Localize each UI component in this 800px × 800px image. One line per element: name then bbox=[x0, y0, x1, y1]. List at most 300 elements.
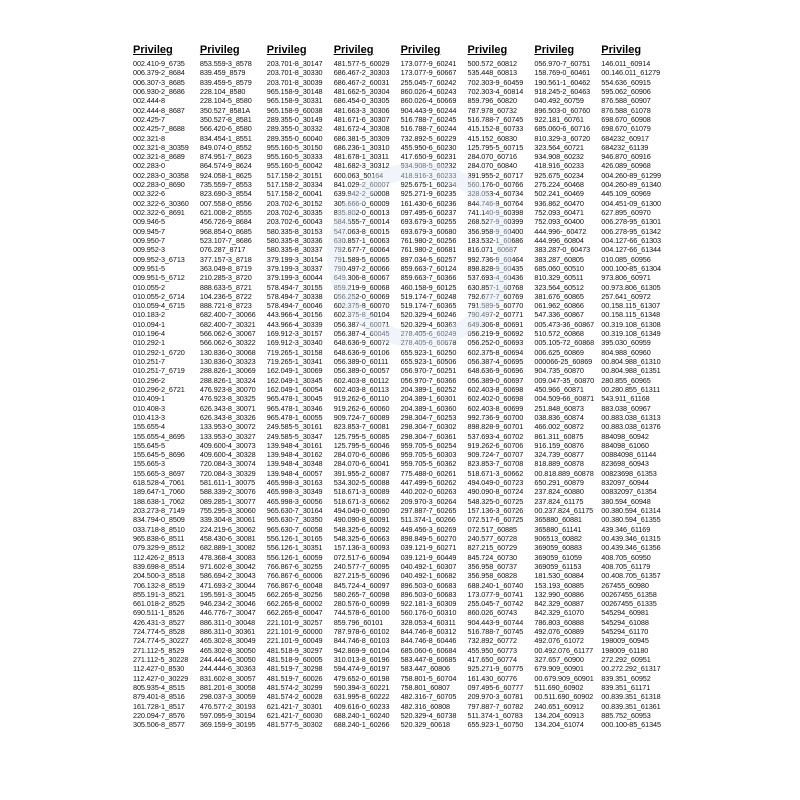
list-item: 685.060-6_60716 bbox=[534, 124, 591, 134]
list-item: 244.444-6_30363 bbox=[199, 664, 256, 674]
list-item: 134.204_61074 bbox=[534, 720, 584, 730]
list-item: 827.215_60729 bbox=[467, 543, 517, 553]
list-item: 602.375-8_60694 bbox=[467, 347, 524, 357]
list-item: 000066-25_60869 bbox=[534, 357, 593, 366]
list-item: 686.467-2_60031 bbox=[333, 77, 390, 87]
list-item: 741.140-9_60398 bbox=[467, 208, 524, 217]
list-item: 289.355-0_60040 bbox=[266, 133, 323, 143]
list-item: 790.497-2_60066 bbox=[333, 263, 390, 273]
list-item: 257.641_60972 bbox=[601, 291, 651, 301]
list-item: 482.316-7_60705 bbox=[400, 692, 457, 702]
list-item: 237.824_61175 bbox=[534, 496, 584, 506]
list-item: 831.602-8_30057 bbox=[199, 673, 256, 683]
list-item: 00267455_61358 bbox=[601, 589, 657, 599]
list-item: 004.260-89_61299 bbox=[601, 170, 661, 180]
list-item: 898.828-9_60435 bbox=[467, 263, 524, 273]
list-item: 842.329_61070 bbox=[534, 608, 584, 618]
list-item: 002.283-0_30358 bbox=[133, 170, 189, 180]
list-item: 391.955-2_60717 bbox=[467, 170, 524, 180]
list-item: 006.379-2_8684 bbox=[133, 68, 185, 78]
column-title: Privileg bbox=[601, 44, 642, 56]
list-item: 444.996_60804 bbox=[534, 235, 584, 245]
list-item: 965.158-9_60038 bbox=[266, 105, 323, 115]
list-item: 650.291_60879 bbox=[534, 478, 584, 488]
list-item: 272.292_60951 bbox=[601, 655, 651, 664]
list-item: 720.084-3_30074 bbox=[199, 459, 256, 469]
list-item: 228.104_8580 bbox=[199, 86, 246, 96]
list-item: 002.322-6_30360 bbox=[133, 198, 189, 208]
list-item: 203.702-6_30152 bbox=[266, 198, 323, 208]
list-item: 934.908_60232 bbox=[534, 152, 584, 162]
list-item: 884098_60942 bbox=[601, 431, 649, 441]
list-item: 010.196-4 bbox=[133, 329, 165, 339]
column-items bbox=[133, 59, 199, 730]
list-item: 010.296-2_6721 bbox=[133, 384, 185, 394]
list-item: 755.295-3_30060 bbox=[199, 506, 256, 515]
list-item: 588.339-2_30076 bbox=[199, 487, 256, 497]
list-item: 133.953-0_30327 bbox=[199, 431, 256, 441]
list-item: 369059_61153 bbox=[534, 561, 582, 571]
list-item: 590.394-3_60221 bbox=[333, 682, 390, 692]
list-item: 339.304-8_30061 bbox=[199, 515, 256, 525]
list-item: 864.574-9_8624 bbox=[199, 161, 252, 171]
list-item: 896.503-0_60683 bbox=[400, 589, 457, 599]
list-item: 842.329_60887 bbox=[534, 599, 584, 609]
list-item: 284.070-6_60041 bbox=[333, 459, 390, 469]
list-item: 662.265-8_60002 bbox=[266, 599, 323, 609]
list-item: 698.670_61079 bbox=[601, 124, 651, 134]
list-item: 072.517-6_60725 bbox=[467, 515, 524, 525]
list-item: 443.966-4_30156 bbox=[266, 310, 323, 320]
list-item: 417.650_60774 bbox=[467, 655, 517, 664]
list-item: 162.049-1_60054 bbox=[266, 384, 323, 394]
list-item: 002.425-7_8688 bbox=[133, 124, 185, 134]
list-item: 855.191-3_8521 bbox=[133, 589, 185, 599]
list-item: 173.077-9_60667 bbox=[400, 68, 457, 78]
list-item: 002.410-9_6735 bbox=[133, 59, 185, 68]
list-item: 010.085_60956 bbox=[601, 254, 651, 264]
list-item: 684232_60917 bbox=[601, 133, 649, 143]
list-item: 481.574-2_30299 bbox=[266, 682, 323, 692]
list-item: 849.074-0_8552 bbox=[199, 142, 252, 152]
list-item: 195.591-3_30045 bbox=[199, 589, 256, 599]
list-item: 554.636_60915 bbox=[601, 77, 651, 87]
list-item: 685.060-6_60684 bbox=[400, 645, 457, 655]
list-item: 543.911_61168 bbox=[601, 394, 650, 404]
list-item: 298.304-7_60361 bbox=[400, 431, 457, 441]
list-item: 155.655-4 bbox=[133, 422, 165, 432]
list-item: 860.026_60743 bbox=[467, 608, 517, 618]
list-item: 621.008-2_8555 bbox=[199, 208, 252, 217]
list-item: 271.112-5_30228 bbox=[133, 655, 189, 664]
list-item: 516.788-7_60745 bbox=[467, 114, 524, 124]
list-item: 125.795-5_60046 bbox=[333, 440, 390, 450]
list-item: 237.824_60880 bbox=[534, 487, 584, 497]
list-item: 583.447-8_60685 bbox=[400, 655, 457, 664]
list-item: 766.867-6_60006 bbox=[266, 571, 323, 581]
list-item: 139.948-4_60057 bbox=[266, 468, 323, 478]
list-item: 298.304-7_60253 bbox=[400, 412, 457, 422]
list-item: 602.403-8_60699 bbox=[467, 403, 524, 413]
list-item: 203.701-8_30330 bbox=[266, 68, 323, 78]
list-item: 968.854-0_8685 bbox=[199, 226, 252, 236]
list-item: 280.576-0_60099 bbox=[333, 599, 390, 609]
list-item: 204.389-1_60360 bbox=[400, 403, 457, 413]
list-item: 221.101-9_30257 bbox=[266, 617, 323, 627]
list-item: 198009_60945 bbox=[601, 636, 649, 646]
list-item: 845.724-4_60097 bbox=[333, 580, 390, 590]
list-item: 010.292-1 bbox=[133, 338, 165, 348]
list-item: 818.889_60878 bbox=[534, 459, 584, 469]
list-item: 519.174-7_60365 bbox=[400, 301, 457, 311]
list-item: 686.236-1_30310 bbox=[333, 142, 390, 152]
list-item: 278.405-6_60678 bbox=[400, 338, 457, 348]
list-item: 010.055-2_6714 bbox=[133, 291, 185, 301]
list-item: 440.202-0_60263 bbox=[400, 487, 457, 497]
list-item: 00.439.346_61356 bbox=[601, 543, 661, 553]
list-item: 221.101-9_60049 bbox=[266, 636, 323, 646]
list-item: 00267455_61335 bbox=[601, 599, 657, 609]
list-item: 706.132-8_8519 bbox=[133, 580, 185, 590]
list-item: 010.055-2 bbox=[133, 282, 165, 292]
list-item: 566.062-6_30067 bbox=[199, 329, 256, 339]
list-item: 517.158-2_30334 bbox=[266, 180, 323, 190]
list-item: 009.951-5 bbox=[133, 263, 165, 273]
list-item: 823.853-7_60708 bbox=[467, 459, 524, 469]
list-item: 158.769-0_60461 bbox=[534, 68, 591, 78]
list-item: 518.671-3_60662 bbox=[467, 468, 524, 478]
list-item: 00.804.988_61310 bbox=[601, 357, 661, 366]
list-item: 580.335-8_30336 bbox=[266, 235, 323, 245]
list-item: 089.285-1_30077 bbox=[199, 496, 256, 506]
list-item: 056.970-7_60751 bbox=[534, 59, 591, 68]
list-item: 415.152-8_60733 bbox=[467, 124, 524, 134]
list-item: 481.662-5_30304 bbox=[333, 86, 390, 96]
privileg-column-8 bbox=[601, 44, 667, 730]
list-item: 627.895_60970 bbox=[601, 208, 651, 217]
list-item: 289.355-0_30149 bbox=[266, 114, 323, 124]
list-item: 00.883.038_61376 bbox=[601, 422, 661, 432]
list-item: 965.478-1_60055 bbox=[266, 412, 323, 422]
list-item: 327.657_60900 bbox=[534, 655, 584, 664]
list-item: 897.034-5_60257 bbox=[400, 254, 457, 264]
list-item: 518.671-3_60089 bbox=[333, 487, 390, 497]
list-item: 162.049-1_30345 bbox=[266, 375, 323, 385]
column-title: Privileg bbox=[133, 44, 173, 56]
list-item: 056.387-4_60695 bbox=[467, 357, 524, 366]
list-item: 556.126-1_60059 bbox=[266, 552, 323, 562]
list-item: 010.413-3 bbox=[133, 412, 165, 422]
list-item: 547.063-8_60015 bbox=[333, 226, 390, 236]
list-item: 456.726-9_8684 bbox=[199, 217, 252, 227]
privileg-column-1 bbox=[133, 44, 199, 730]
list-item: 000.100-85_61304 bbox=[601, 263, 661, 273]
list-item: 161.430-6_60236 bbox=[400, 198, 457, 208]
list-item: 786.803_60888 bbox=[534, 617, 584, 627]
list-item: 00823698_61353 bbox=[601, 468, 657, 478]
list-item: 834.454-1_8551 bbox=[199, 133, 252, 143]
list-item: 415.152_60830 bbox=[467, 133, 517, 143]
list-item: 844.746-8_60103 bbox=[333, 636, 390, 646]
list-item: 556.126-1_30351 bbox=[266, 543, 323, 553]
list-item: 418.916-3_60233 bbox=[400, 170, 457, 180]
list-item: 698.670_60908 bbox=[601, 114, 651, 124]
list-item: 228.104-5_8580 bbox=[199, 96, 252, 106]
list-item: 946.234-2_30046 bbox=[199, 599, 256, 609]
list-item: 618.528-4_7061 bbox=[133, 478, 185, 488]
list-item: 139.948-4_30162 bbox=[266, 450, 323, 460]
list-item: 955.160-5_60042 bbox=[266, 161, 323, 171]
list-item: 061.962_60866 bbox=[534, 301, 584, 311]
list-item: 662.265-8_30256 bbox=[266, 589, 323, 599]
list-item: 379.199-3_30337 bbox=[266, 263, 323, 273]
list-item: 004.127-66_61344 bbox=[601, 245, 661, 255]
list-item: 056.389-0_60057 bbox=[333, 366, 390, 376]
list-item: 766.867-6_30255 bbox=[266, 561, 323, 571]
list-item: 009.946-5 bbox=[133, 217, 165, 227]
list-item: 639.942-2_60008 bbox=[333, 189, 390, 199]
list-item: 494.049-0_60090 bbox=[333, 506, 390, 515]
list-item: 888.633-5_8721 bbox=[199, 282, 252, 292]
list-item: 112.426-2_8513 bbox=[133, 552, 185, 562]
list-item: 816.071_60687 bbox=[467, 245, 517, 255]
list-item: 284.070_60716 bbox=[467, 152, 517, 162]
list-item: 971.602-8_30042 bbox=[199, 561, 256, 571]
list-item: 004.509-66_60871 bbox=[534, 394, 595, 404]
list-item: 630.857-1_60768 bbox=[467, 282, 524, 292]
list-item: 898.828-9_60701 bbox=[467, 422, 524, 432]
list-item: 010.094-1 bbox=[133, 319, 165, 329]
list-item: 661.018-2_8525 bbox=[133, 599, 185, 609]
list-item: 992.736-9_60464 bbox=[467, 254, 524, 264]
list-item: 465.302-8_30050 bbox=[199, 645, 256, 655]
list-item: 153.193_60885 bbox=[534, 580, 584, 590]
list-item: 537.693-4_60702 bbox=[467, 431, 524, 441]
list-item: 535.448_60813 bbox=[467, 68, 517, 78]
list-item: 955.160-5_30333 bbox=[266, 152, 323, 162]
list-item: 380.594_60948 bbox=[601, 496, 651, 506]
list-item: 426.431-3_8527 bbox=[133, 617, 185, 627]
list-item: 323.564_60512 bbox=[534, 282, 584, 292]
list-item: 203.702-6_30335 bbox=[266, 208, 323, 217]
list-item: 284.070-6_60086 bbox=[333, 450, 390, 460]
list-item: 446.776-7_30047 bbox=[199, 608, 256, 618]
list-item: 010.183-2 bbox=[133, 310, 165, 320]
list-item: 548.325-6_60663 bbox=[333, 533, 390, 543]
list-item: 732.892-5_60229 bbox=[400, 133, 457, 143]
list-item: 181.530_60884 bbox=[534, 571, 584, 581]
list-item: 00.511.690_60902 bbox=[534, 692, 594, 702]
list-item: 255.045-7_60242 bbox=[400, 77, 457, 87]
list-item: 510.572_60868 bbox=[534, 329, 584, 339]
list-item: 859.663-7_60124 bbox=[400, 263, 457, 273]
list-item: 056.252-0_60069 bbox=[333, 291, 390, 301]
list-item: 655.923-1_60250 bbox=[400, 347, 457, 357]
list-item: 648.636-9_60106 bbox=[333, 347, 390, 357]
list-item: 268.527-9_60399 bbox=[467, 217, 524, 227]
list-item: 965.478-1_30346 bbox=[266, 403, 323, 413]
list-item: 860.026-4_60669 bbox=[400, 96, 457, 106]
list-item: 00.380.594_61355 bbox=[601, 515, 661, 525]
list-item: 545294_60981 bbox=[601, 608, 649, 618]
list-item: 056.387-4_60045 bbox=[333, 329, 390, 339]
list-item: 859.796_60820 bbox=[467, 96, 517, 106]
list-item: 600.063_50164 bbox=[333, 170, 384, 180]
list-item: 010.292-1_6720 bbox=[133, 347, 185, 357]
column-items bbox=[334, 59, 400, 730]
list-item: 724.774-5_8528 bbox=[133, 627, 185, 637]
list-item: 458.430-6_30081 bbox=[199, 533, 256, 543]
list-item: 925.271-9_60775 bbox=[467, 664, 524, 674]
list-item: 845.724_60730 bbox=[467, 552, 517, 562]
list-item: 002.322-6 bbox=[133, 189, 165, 199]
list-item: 787.978-6_60102 bbox=[333, 627, 390, 637]
list-item: 810.329_60511 bbox=[534, 273, 584, 283]
list-item: 00.408.705_61357 bbox=[601, 571, 661, 581]
list-item: 492.076_60889 bbox=[534, 627, 584, 637]
list-item: 379.199-3_30154 bbox=[266, 254, 323, 264]
list-item: 648.636-9_60072 bbox=[333, 338, 390, 348]
list-item: 702.303-4_60814 bbox=[467, 86, 524, 96]
list-item: 511.374-1_60266 bbox=[400, 515, 456, 525]
list-item: 056.252-0_60693 bbox=[467, 338, 524, 348]
list-item: 876.588_60907 bbox=[601, 96, 651, 106]
list-item: 305.666-0_60009 bbox=[333, 198, 390, 208]
list-item: 305.506-8_8577 bbox=[133, 720, 185, 730]
list-item: 481.671-6_30307 bbox=[333, 114, 390, 124]
list-item: 959.705-5_60303 bbox=[400, 450, 457, 460]
list-item: 481.518-9_30297 bbox=[266, 645, 323, 655]
list-item: 298.037-3_30059 bbox=[199, 692, 256, 702]
list-item: 965.158-9_30148 bbox=[266, 86, 323, 96]
list-item: 560.176-0_60766 bbox=[467, 180, 524, 190]
list-item: 161.430_60776 bbox=[467, 673, 517, 683]
list-item: 204.389-1_60252 bbox=[400, 384, 457, 394]
list-item: 874.951-7_8623 bbox=[199, 152, 252, 162]
list-item: 104.236-5_8722 bbox=[199, 291, 252, 301]
list-item: 631.995-8_60222 bbox=[333, 692, 390, 702]
list-item: 251.848_60873 bbox=[534, 403, 584, 413]
list-item: 859.796_60101 bbox=[333, 617, 384, 627]
list-item: 395.030_60959 bbox=[601, 338, 651, 348]
list-item: 255.045-7_60742 bbox=[467, 599, 524, 609]
list-item: 693.679-3_60255 bbox=[400, 217, 457, 227]
list-item: 203.701-8_30147 bbox=[266, 59, 323, 68]
list-item: 465.302-8_30049 bbox=[199, 636, 256, 646]
list-item: 516.788-7_60245 bbox=[400, 114, 457, 124]
list-item: 155.645-5_8696 bbox=[133, 450, 185, 460]
list-item: 566.420-6_8580 bbox=[199, 124, 252, 134]
list-item: 439.346_61169 bbox=[601, 524, 651, 534]
list-item: 621.421-7_60030 bbox=[266, 710, 323, 720]
list-item: 955.160-5_30150 bbox=[266, 142, 323, 152]
list-item: 686.454-0_30305 bbox=[333, 96, 390, 106]
list-item: 476.923-8_30070 bbox=[199, 384, 256, 394]
list-item: 797.887-7_60782 bbox=[467, 701, 524, 711]
list-item: 471.693-2_30044 bbox=[199, 580, 256, 590]
list-item: 517.158-2_60041 bbox=[266, 189, 323, 199]
list-item: 134.204_60913 bbox=[534, 710, 584, 720]
list-item: 133.953-0_30072 bbox=[199, 422, 256, 432]
list-item: 006.930-2_8686 bbox=[133, 86, 185, 96]
list-item: 556.126-1_30165 bbox=[266, 533, 323, 543]
list-item: 157.136-3_60726 bbox=[467, 506, 524, 515]
list-item: 766.867-6_60048 bbox=[266, 580, 323, 590]
list-item: 481.663-3_30306 bbox=[333, 105, 390, 115]
list-item: 288.826-1_30324 bbox=[199, 375, 256, 385]
list-item: 693.679-3_60680 bbox=[400, 226, 457, 236]
column-items bbox=[401, 59, 467, 730]
list-item: 520.329-4_60363 bbox=[400, 319, 457, 329]
list-item: 860.026-4_60243 bbox=[400, 86, 457, 96]
list-item: 445.109_60969 bbox=[601, 189, 651, 199]
list-item: 744.578-6_60100 bbox=[333, 608, 390, 618]
list-item: 476.923-8_30325 bbox=[199, 394, 256, 404]
list-item: 481.519-7_30298 bbox=[266, 664, 323, 674]
list-item: 444.996-_60472 bbox=[534, 226, 587, 236]
list-item: 408.705_61179 bbox=[601, 561, 651, 571]
list-item: 162.049-1_30069 bbox=[266, 366, 323, 376]
list-item: 328.053-4_60734 bbox=[467, 189, 524, 199]
list-item: 832097_60944 bbox=[601, 478, 649, 488]
list-item: 925.675-1_60234 bbox=[400, 180, 457, 190]
list-item: 203.273-8_7149 bbox=[133, 506, 185, 515]
list-item: 125.795-5_60715 bbox=[467, 142, 524, 152]
list-item: 597.095-9_30194 bbox=[199, 710, 256, 720]
list-item: 002.321-8_8689 bbox=[133, 152, 185, 162]
list-item: 482.316_60808 bbox=[400, 701, 451, 711]
list-item: 621.421-7_30301 bbox=[266, 701, 323, 711]
list-item: 244.444-6_30050 bbox=[199, 655, 256, 664]
list-item: 959.705-5_60362 bbox=[400, 459, 457, 469]
list-item: 130.836-0_30323 bbox=[199, 357, 256, 366]
list-item: 936.862_60470 bbox=[534, 198, 584, 208]
list-item: 934.908-5_60232 bbox=[400, 161, 457, 171]
list-item: 537.693-4_60436 bbox=[467, 273, 524, 283]
list-item: 602.403-8_60112 bbox=[333, 375, 389, 385]
list-item: 369.159-9_30195 bbox=[199, 720, 256, 730]
list-item: 648.636-9_60696 bbox=[467, 366, 524, 376]
list-item: 009.951-5_6712 bbox=[133, 273, 185, 283]
list-item: 323.564_60721 bbox=[534, 142, 584, 152]
privileg-column-2 bbox=[200, 44, 266, 730]
list-item: 381.676_60865 bbox=[534, 291, 584, 301]
list-item: 578.494-7_30155 bbox=[266, 282, 323, 292]
column-title: Privileg bbox=[199, 44, 240, 56]
list-item: 005.473-36_60867 bbox=[534, 319, 595, 329]
list-item: 002.321-8 bbox=[133, 133, 165, 143]
list-item: 547.336_60867 bbox=[534, 310, 584, 320]
list-item: 761.980-2_60256 bbox=[400, 235, 457, 245]
list-item: 925.675_60234 bbox=[534, 170, 584, 180]
list-item: 844.746-8_60446 bbox=[400, 636, 457, 646]
list-item: 005.105-72_60868 bbox=[534, 338, 595, 348]
column-items bbox=[534, 59, 600, 730]
list-item: 844.746-8_60312 bbox=[400, 627, 457, 637]
list-item: 720.084-3_30329 bbox=[199, 468, 256, 478]
list-item: 188.638-1_7062 bbox=[133, 496, 185, 506]
list-item: 271.112-5_8529 bbox=[133, 645, 185, 655]
list-item: 583.447_60806 bbox=[400, 664, 451, 674]
list-item: 146.011_60914 bbox=[601, 59, 651, 68]
list-item: 072.517-6_60094 bbox=[333, 552, 390, 562]
list-item: 511.374-1_60783 bbox=[467, 710, 523, 720]
list-item: 682.889-1_30082 bbox=[199, 543, 256, 553]
list-item: 203.702-6_60043 bbox=[266, 217, 323, 227]
list-item: 409.600-4_30073 bbox=[199, 440, 256, 450]
list-item: 965.630-7_60058 bbox=[266, 524, 323, 534]
list-item: 578.494-7_60046 bbox=[266, 301, 323, 311]
